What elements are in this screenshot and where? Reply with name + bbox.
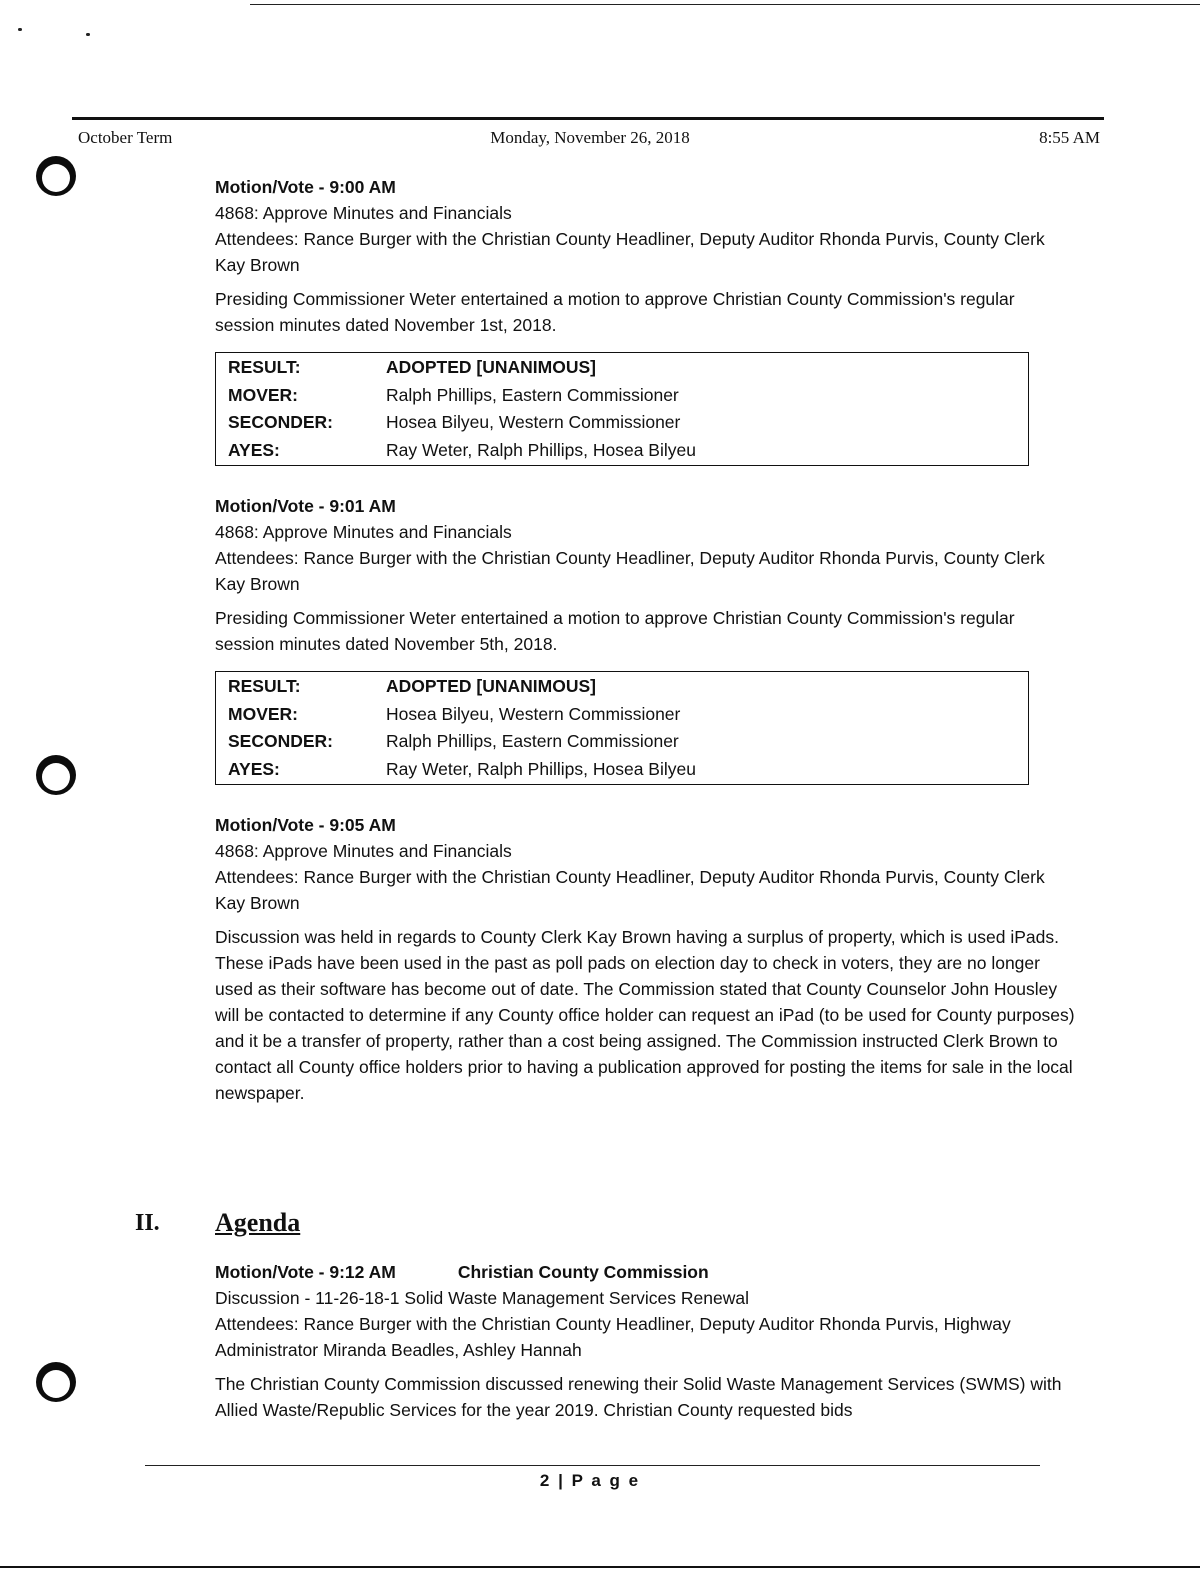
vote-label: SECONDER:	[228, 412, 334, 433]
motion-title: Motion/Vote - 9:05 AM	[215, 815, 396, 835]
motion-org: Christian County Commission	[457, 1262, 709, 1282]
motion-attendees: Attendees: Rance Burger with the Christian County Headliner, Deputy Auditor Rhonda Purvis, County Clerk Kay Brown	[215, 867, 1045, 913]
vote-value: Ralph Phillips, Eastern Commissioner	[386, 384, 679, 405]
vote-value: Ray Weter, Ralph Phillips, Hosea Bilyeu	[386, 758, 696, 779]
page-number: 2 | P a g e	[539, 1471, 641, 1490]
vote-row-seconder	[228, 409, 1028, 437]
vote-row-mover	[228, 382, 1028, 410]
motion-title: Motion/Vote - 9:01 AM	[215, 496, 396, 516]
scan-speck	[86, 33, 90, 36]
motion-attendees: Attendees: Rance Burger with the Christian County Headliner, Deputy Auditor Rhonda Purvis, County Clerk Kay Brown	[215, 229, 1045, 275]
vote-label: SECONDER:	[228, 731, 334, 752]
vote-row-result	[228, 673, 1028, 701]
scan-top-border	[250, 4, 1200, 5]
scan-speck	[18, 28, 22, 31]
vote-value: ADOPTED [UNANIMOUS]	[386, 676, 596, 697]
vote-label: RESULT:	[228, 676, 301, 697]
vote-row-result	[228, 354, 1028, 382]
motion-item: 4868: Approve Minutes and Financials	[215, 841, 512, 861]
footer-rule	[145, 1465, 1040, 1466]
vote-row-mover	[228, 701, 1028, 729]
motion-block	[215, 812, 1075, 1106]
agenda-motion-block	[215, 1259, 1075, 1423]
header-term: October Term	[78, 128, 173, 147]
motion-item: 4868: Approve Minutes and Financials	[215, 203, 512, 223]
vote-label: AYES:	[228, 439, 280, 460]
vote-row-ayes	[228, 437, 1028, 465]
vote-value: ADOPTED [UNANIMOUS]	[386, 357, 596, 378]
punch-hole	[36, 755, 76, 795]
vote-table	[215, 352, 1029, 466]
vote-table	[215, 671, 1029, 785]
motion-item: 4868: Approve Minutes and Financials	[215, 522, 512, 542]
motion-title: Motion/Vote - 9:12 AM	[215, 1262, 396, 1282]
motion-title: Motion/Vote - 9:00 AM	[215, 177, 396, 197]
vote-row-seconder	[228, 728, 1028, 756]
header-rule	[72, 117, 1104, 120]
vote-value: Hosea Bilyeu, Western Commissioner	[386, 412, 681, 433]
motion-text: Presiding Commissioner Weter entertained a motion to approve Christian County Commission's regular session minutes dated November 1st, 2018.	[215, 289, 1015, 335]
section-number: II.	[135, 1210, 160, 1236]
motion-attendees: Attendees: Rance Burger with the Christian County Headliner, Deputy Auditor Rhonda Purvis, County Clerk Kay Brown	[215, 548, 1045, 594]
vote-label: MOVER:	[228, 703, 298, 724]
motion-text: Presiding Commissioner Weter entertained a motion to approve Christian County Commission's regular session minutes dated November 5th, 2018.	[215, 608, 1015, 654]
header-time: 8:55 AM	[1039, 128, 1100, 147]
vote-label: MOVER:	[228, 384, 298, 405]
motion-block	[215, 493, 1075, 657]
motion-text: The Christian County Commission discussed renewing their Solid Waste Management Services (SWMS) with Allied Waste/Republic Services for the year 2019. Christian County requested bids	[215, 1374, 1062, 1420]
agenda-motion-heading	[215, 1259, 1075, 1285]
vote-row-ayes	[228, 756, 1028, 784]
vote-value: Hosea Bilyeu, Western Commissioner	[386, 703, 681, 724]
motion-attendees: Attendees: Rance Burger with the Christian County Headliner, Deputy Auditor Rhonda Purvis, Highway Administrator Miranda Beadles, Ashley Hannah	[215, 1314, 1011, 1360]
motion-block	[215, 174, 1075, 338]
scan-bottom-border	[0, 1566, 1200, 1568]
punch-hole	[36, 156, 76, 196]
vote-value: Ray Weter, Ralph Phillips, Hosea Bilyeu	[386, 439, 696, 460]
motion-text: Discussion was held in regards to County Clerk Kay Brown having a surplus of property, which is used iPads. These iPads have been used in the past as poll pads on election day to check in voters, they are no longer used as their software has become out of date. The Commission stated that County Counselor John Housley will be contacted to determine if any County office holder can request an iPad (to be used for County purposes) and it be a transfer of property, rather than a cost being assigned. The Commission instructed Clerk Brown to contact all County office holders prior to having a publication approved for posting the items for sale in the local newspaper.	[215, 927, 1075, 1103]
vote-value: Ralph Phillips, Eastern Commissioner	[386, 731, 679, 752]
header-date: Monday, November 26, 2018	[490, 128, 690, 147]
vote-label: RESULT:	[228, 357, 301, 378]
section-title: Agenda	[215, 1208, 301, 1237]
punch-hole	[36, 1362, 76, 1402]
motion-item: Discussion - 11-26-18-1 Solid Waste Management Services Renewal	[215, 1288, 749, 1308]
vote-label: AYES:	[228, 758, 280, 779]
